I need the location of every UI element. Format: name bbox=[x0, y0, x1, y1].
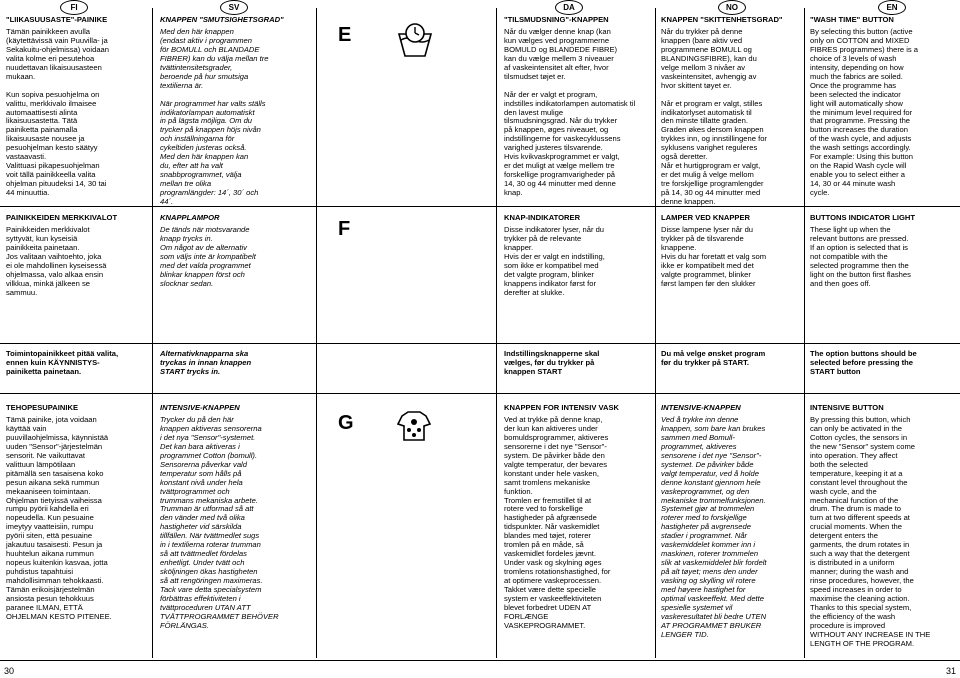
heading: BUTTONS INDICATOR LIGHT bbox=[810, 213, 916, 222]
intensive-wash-icon bbox=[396, 408, 432, 447]
indicator-light-da bbox=[504, 214, 652, 298]
wash-time-fi bbox=[6, 16, 148, 198]
wash-time-da bbox=[504, 16, 652, 198]
heading: KNAP-INDIKATORER bbox=[504, 213, 581, 222]
option-note-sv bbox=[160, 350, 312, 377]
lang-badge-fi: FI bbox=[60, 0, 88, 15]
option-note-en bbox=[810, 350, 956, 377]
body-text: By pressing this button, which can only be activated in the Cotton cycles, the sensors in the new "Sensor" system come into operation. They affect both the selected temperature, keeping it at a constant level throughout the wash cycle, and the mechanical function of the drum. The drum is made to turn at two different speeds at crucial moments. When the detergent enters the garments, the drum rotates in such a way that the detergent is distributed in a uniform manner; during the wash and rinse procedures, however, the speed increases in order to maximise the cleaning action. Thanks to this special system, the efficiency of the wash procedure is improved WITHOUT ANY INCREASE IN THE LENGTH OF THE PROGRAM. bbox=[810, 414, 931, 648]
heading: PAINIKKEIDEN MERKKIVALOT bbox=[6, 213, 118, 222]
intensive-en bbox=[810, 404, 956, 649]
heading: KNAPPEN "SMUTSIGHETSGRAD" bbox=[160, 15, 284, 24]
column-divider bbox=[655, 8, 656, 658]
note-text: The option buttons should be selected before pressing the START button bbox=[810, 349, 917, 376]
note-text: Du må velge ønsket program før du trykker på START. bbox=[661, 349, 766, 367]
lang-badge-da: DA bbox=[555, 0, 583, 15]
intensive-fi bbox=[6, 404, 148, 622]
heading: INTENSIVE BUTTON bbox=[810, 403, 884, 412]
heading: KNAPPEN "SKITTENHETSGRAD" bbox=[661, 15, 783, 24]
indicator-light-fi bbox=[6, 214, 148, 298]
heading: "LIIKASUUSASTE"-PAINIKE bbox=[6, 15, 108, 24]
lang-badge-en: EN bbox=[878, 0, 906, 15]
body-text: De tänds när motsvarande knapp trycks in. Om något av de alternativ som väljs inte är kompatibelt med det valda programmet blinkar knappen först och slocknar sedan. bbox=[160, 224, 256, 288]
heading: "WASH TIME" BUTTON bbox=[810, 15, 894, 24]
body-text: Når du vælger denne knap (kan kun vælges ved programmerne BOMULD og BLANDEDE FIBRE) kan du vælge mellem 3 niveauer af vaskeintensitet alt efter, hvor tilsmudset tøjet er. Når der er valgt et program, indstilles indikatorlampen automatisk til den lavest mulige tilsmudsningsgrad. Når du trykker på knappen, øges niveauet, og indstillingerne for vaskecyklussens varighed justeres tilsvarende. Hvis kvikvaskprogrammet er valgt, er det muligt at vælge mellem tre forskellige programvarigheder på 14, 30 og 44 minutter med denne knap. bbox=[504, 26, 636, 198]
column-divider bbox=[316, 8, 317, 658]
section-letter-e: E bbox=[338, 24, 352, 46]
note-text: Toimintopainikkeet pitää valita, ennen kuin KÄYNNISTYS- painiketta painetaan. bbox=[6, 349, 119, 376]
row-divider bbox=[0, 206, 960, 207]
heading: INTENSIVE-KNAPPEN bbox=[661, 403, 741, 412]
lang-badge-sv: SV bbox=[220, 0, 248, 15]
note-text: Alternativknapparna ska tryckas in innan knappen START trycks in. bbox=[160, 349, 252, 376]
body-text: Disse lampene lyser når du trykker på de tilsvarende knappene. Hvis du har foretatt et valg som ikke er kompatibelt med det valgte programmet, blinker først lampen før den slukker bbox=[661, 224, 767, 288]
row-divider bbox=[0, 393, 960, 394]
body-text: Trycker du på den här knappen aktiveras sensorerna i det nya "Sensor"-systemet. Det kan bara aktiveras i programmet Cotton (bomull). Sensorerna påverkar vald temperatur som hålls på konstant nivå under hela tvättprogrammet och trummans mekaniska arbete. Trumman är utformad så att den vänder med två olika hastigheter vid särskilda tillfällen. När tvättmedlet sugs in i textilierna roterar trumman så att tvättmedlet fördelas enhetligt. Under tvätt och sköljningen ökas hastigheten så att rengöringen maximeras. Tack vare detta specialsystem förbättras effektiviteten i tvättproceduren UTAN ATT TVÄTTPROGRAMMET BEHÖVER FÖRLÄNGAS. bbox=[160, 414, 279, 630]
column-divider bbox=[496, 8, 497, 658]
lang-badge-no: NO bbox=[718, 0, 746, 15]
heading: INTENSIVE-KNAPPEN bbox=[160, 403, 240, 412]
body-text: Med den här knappen (endast aktiv i programmen för BOMULL och BLANDADE FIBRER) kan du välja mellan tre tvättintensitetsgrader, beroende på hur smutsiga textilierna är. När programmet har valts ställs indikatorlampan automatiskt in på lägsta möjliga. Om du trycker på knappen höjs nivån och inställningarna för cykeltiden justeras också. Med den här knappen kan du, efter att ha valt snabbprogrammet, välja mellan tre olika programlängder: 14´, 30´ och 44´. bbox=[160, 26, 269, 207]
page-number-right: 31 bbox=[945, 666, 956, 676]
indicator-light-no bbox=[661, 214, 801, 289]
body-text: Tämä painike, jota voidaan käyttää vain puuvillaohjelmissa, käynnistää uuden "Sensor"-järjestelmän sensorit. Ne vaikuttavat valittuun lämpötilaan pitämällä sen tasaisena koko pesun aikana sekä rummun mekaaniseen toimintaan. Ohjelman tietyissä vaiheissa rumpu pyörii kahdella eri nopeudella. Kun pesuaine imeytyy vaatteisiin, rumpu pyörii siten, että pesuaine jakautuu tasaisesti. Pesun ja huuhtelun aikana rummun nopeus kuitenkin kasvaa, jotta puhdistus tapahtuisi mahdollisimman tehokkaasti. Tämän erikoisjärjestelmän ansiosta pesun tehokkuus paranee ILMAN, ETTÄ OHJELMAN KESTO PITENEE. bbox=[6, 414, 112, 621]
section-letter-f: F bbox=[338, 218, 351, 240]
body-text: Painikkeiden merkkivalot syttyvät, kun kyseisiä painikkeita painetaan. Jos valitaan vaihtoehto, joka ei ole mahdollinen kyseisessä ohjelmassa, valo alkaa ensin vilkkua, minkä jälkeen se sammuu. bbox=[6, 224, 107, 297]
wash-time-en bbox=[810, 16, 956, 198]
heading: "TILSMUDSNING"-KNAPPEN bbox=[504, 15, 609, 24]
section-letter-g: G bbox=[338, 412, 354, 434]
wash-time-icon bbox=[395, 22, 435, 65]
indicator-light-sv bbox=[160, 214, 312, 289]
body-text: Disse indikatorer lyser, når du trykker på de relevante knapper. Hvis der er valgt en indstilling, som ikke er kompatibel med det valgte program, blinker knappens indikator først for derefter at slukke. bbox=[504, 224, 605, 297]
heading: LAMPER VED KNAPPER bbox=[661, 213, 751, 222]
heading: KNAPPLAMPOR bbox=[160, 213, 220, 222]
note-text: Indstillingsknapperne skal vælges, før du trykker på knappen START bbox=[504, 349, 600, 376]
body-text: These light up when the relevant buttons are pressed. If an option is selected that is not compatible with the selected programme then the light on the button first flashes and then goes off. bbox=[810, 224, 911, 288]
intensive-sv bbox=[160, 404, 312, 631]
body-text: Tämän painikkeen avulla (käytettävissä vain Puuvilla- ja Sekakuitu-ohjelmissa) voidaan valita kolme eri pesutehoa nuudettavan likaisuusasteen mukaan. Kun sopiva pesuohjelma on valittu, merkkivalo ilmaisee automaattisesti alinta likaisuusastetta. Tätä painiketta painamalla likaisuusaste nousee ja pesuohjelman kesto säätyy vastaavasti. Valittuasi pikapesuohjelman voit tällä painikkeella valita ohjelman pituudeksi 14, 30 tai 44 minuuttia. bbox=[6, 26, 109, 198]
option-note-fi bbox=[6, 350, 148, 377]
body-text: Ved å trykke inn denne knappen, som bare kan brukes sammen med Bomull- programmet, aktiveres sensorene i det nye "Sensor"- systemet. De påvirker både valgt temperatur, ved å holde denne konstant gjennom hele vaskeprogrammet, og den mekaniske trommelfunksjonen. Systemet gjør at trommelen roterer med to forskjellige hastigheter på avgrensede stadier i programmet. Når vaskemiddelet kommer inn i maskinen, roterer trommelen slik at vaskemiddelet blir fordelt på alt tøyet; mens den under vasking og skylling vil rotere med høyere hastighet for optimal vaskeeffekt. Med dette spesielle systemet vil vaskeresultatet bli bedre UTEN AT PROGRAMMET BRUKER LENGER TID. bbox=[661, 414, 767, 639]
heading: TEHOPESUPAINIKE bbox=[6, 403, 79, 412]
body-text: By selecting this button (active only on COTTON and MIXED FIBRES programmes) there is a choice of 3 levels of wash intensity, depending on how much the fabrics are soiled. Once the programme has been selected the indicator light will automatically show the minimum level required for that programme. Pressing the button increases the duration of the wash cycle, and adjusts the wash settings accordingly. For example: Using this button on the Rapid Wash cycle will enable you to select either a 14, 30 or 44 minute wash cycle. bbox=[810, 26, 919, 198]
wash-time-no bbox=[661, 16, 801, 207]
intensive-no bbox=[661, 404, 801, 640]
row-divider bbox=[0, 343, 960, 344]
wash-time-sv bbox=[160, 16, 312, 207]
option-note-no bbox=[661, 350, 801, 368]
body-text: Når du trykker på denne knappen (bare aktiv ved programmene BOMULL og BLANDINGSFIBRE), kan du velge mellom 3 nivåer av vaskeintensitet, avhengig av hvor skittent tøyet er. Når et program er valgt, stilles indikatorlyset automatisk til den minste tillatte graden. Graden økes dersom knappen trykkes inn, og innstillingene for syklusens varighet reguleres også deretter. Når et hurtigprogram er valgt, er det mulig å velge mellom tre forskjellige programlengder på 14, 30 og 44 minutter med denne knappen. bbox=[661, 26, 767, 207]
column-divider bbox=[804, 8, 805, 658]
row-divider bbox=[0, 660, 960, 661]
option-note-da bbox=[504, 350, 652, 377]
intensive-da bbox=[504, 404, 652, 631]
body-text: Ved at trykke på denne knap, der kun kan aktiveres under bomuldsprogrammer, aktiveres sensorerne i det nye "Sensor"- system. De påvirker både den valgte temperatur, der bevares konstant under hele vasken, samt tromlens mekaniske funktion. Tromlen er fremstillet til at rotere ved to forskellige hastigheder på afgrænsede tidspunkter. Når vaskemidlet blandes med tøjet, roterer tromlen på en måde, så vaskemidlet fordeles jævnt. Under vask og skylning øges tromlens rotationshastighed, for at optimere vaskeprocessen. Takket være dette specielle system er vaskeeffektiviteten blevet forbedret UDEN AT FORLÆNGE VASKEPROGRAMMET. bbox=[504, 414, 611, 630]
indicator-light-en bbox=[810, 214, 956, 289]
heading: KNAPPEN FOR INTENSIV VASK bbox=[504, 403, 620, 412]
page-number-left: 30 bbox=[4, 666, 15, 676]
column-divider bbox=[152, 8, 153, 658]
